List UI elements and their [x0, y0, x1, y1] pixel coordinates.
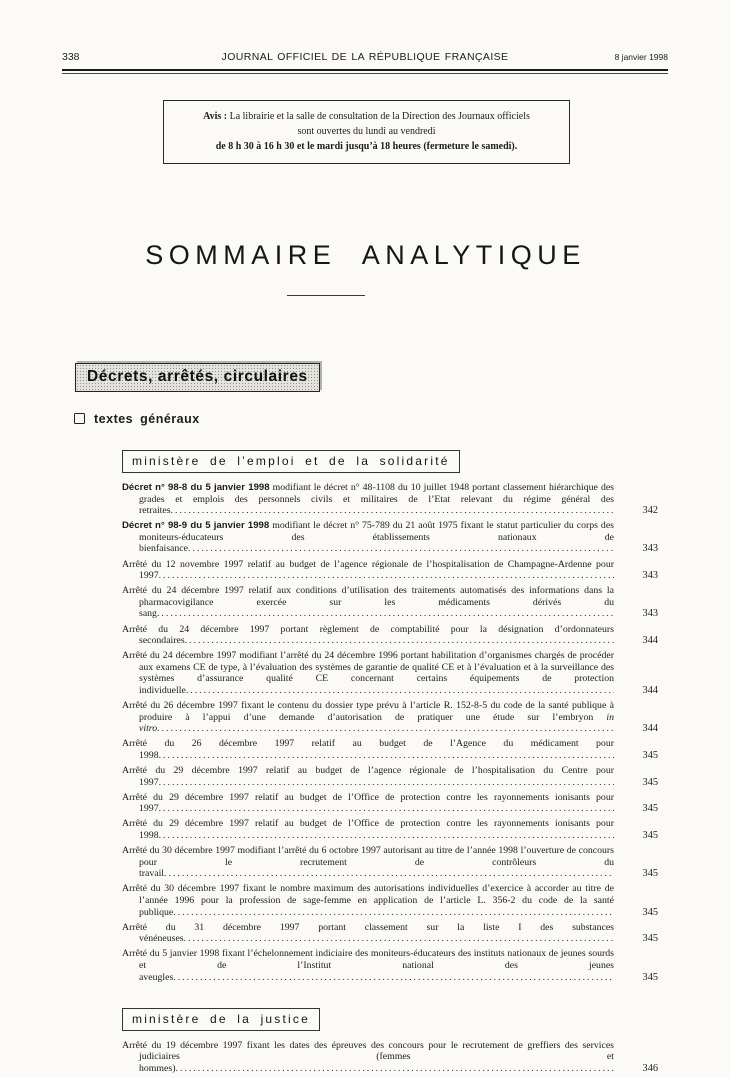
entry-page-number: 345: [642, 749, 658, 761]
dot-leader: [157, 723, 614, 734]
dot-leader: [175, 1063, 614, 1074]
dot-leader: [185, 635, 614, 646]
dot-leader: [173, 972, 614, 983]
entry-page-number: 344: [642, 723, 658, 735]
toc-entry: [122, 922, 658, 945]
toc-entry: [122, 1040, 658, 1075]
entry-page-number: 346: [642, 1062, 658, 1074]
entry-page-number: 345: [642, 830, 658, 842]
dot-leader: [186, 685, 614, 696]
entry-page-number: 343: [642, 570, 658, 582]
subsection-heading: [74, 412, 200, 426]
entry-page-number: 345: [642, 776, 658, 788]
entry-text: Arrêté du 30 décembre 1997 fixant le nombre maximum des autorisations individuelles d’exercice à accorder au titre de l’année 1996 pour la profession de sage-femme en application de l’article L. 356-2 du code de la santé publique: [122, 883, 614, 918]
entry-page-number: 345: [642, 868, 658, 880]
toc-entry: [122, 650, 658, 696]
entry-text: Arrêté du 26 décembre 1997 fixant le contenu du dossier type prévu à l’article R. 152-8-5 du code de la santé publique à produire à l’appui d’une demande d’autorisation de pratiquer une étude sur l’embryon: [122, 700, 614, 723]
entry-lead: Décret n° 98-8 du 5 janvier 1998: [122, 482, 270, 493]
entry-italic: in vitro: [139, 711, 614, 735]
dot-leader: [159, 803, 614, 814]
toc-entry: [122, 624, 658, 647]
notice-line-3: de 8 h 30 à 16 h 30 et le mardi jusqu’à 18 heures (fermeture le samedi).: [215, 141, 518, 152]
entry-page-number: 342: [642, 505, 658, 517]
notice-label: Avis :: [203, 111, 228, 122]
dot-leader: [164, 868, 614, 879]
entry-page-number: 345: [642, 906, 658, 918]
ministry-heading-justice: ministère de la justice: [122, 1008, 320, 1031]
entry-text: modifiant le décret n° 75-789 du 21 août 1975 fixant le statut particulier du corps des moniteurs-éducateurs des établissements nationaux de bienfaisance: [139, 520, 614, 555]
entry-page-number: 343: [642, 543, 658, 555]
dot-leader: [159, 777, 614, 788]
entry-text: Arrêté du 29 décembre 1997 relatif au budget de l’Office de protection contre les rayonnements ionisants pour 1998: [122, 818, 614, 842]
entry-text: Arrêté du 31 décembre 1997 portant classement sur la liste I des substances vénéneuses: [122, 921, 614, 945]
dot-leader: [184, 933, 614, 944]
toc-entry: [122, 818, 658, 841]
entry-text: Arrêté du 5 janvier 1998 fixant l’échelonnement indiciaire des moniteurs-éducateurs des instituts nationaux de jeunes sourds et de l’Institut national des jeunes aveugles: [122, 948, 614, 983]
issue-date: 8 janvier 1998: [614, 52, 668, 62]
entry-text: Arrêté du 26 décembre 1997 relatif au budget de l’Agence du médicament pour 1998: [122, 738, 614, 761]
entry-text: Arrêté du 30 décembre 1997 modifiant l’arrêté du 6 octobre 1997 autorisant au titre de l’année 1998 l’ouverture de concours pour le recrutement de contrôleurs du travail: [122, 845, 614, 880]
toc-entry: [122, 883, 658, 918]
dot-leader: [159, 570, 614, 581]
entry-text: modifiant le décret n° 48-1108 du 10 juillet 1948 portant classement hiérarchique des grades et emplois des personnels civils et militaires de l’Etat relevant du régime général des retraites: [139, 482, 614, 517]
entry-text: Arrêté du 24 décembre 1997 portant règlement de comptabilité pour la désignation d’ordonnateurs secondaires: [122, 623, 614, 647]
toc-entry: [122, 520, 658, 555]
square-bullet-icon: [74, 413, 85, 424]
section-banner: Décrets, arrêtés, circulaires: [75, 363, 320, 392]
entry-text: Arrêté du 12 novembre 1997 relatif au budget de l’agence régionale de l’hospitalisation de Champagne-Ardenne pour 1997: [122, 558, 614, 582]
entry-page-number: 345: [642, 933, 658, 945]
toc-entry: [122, 792, 658, 815]
toc-entry: [122, 845, 658, 880]
entry-text: Arrêté du 29 décembre 1997 relatif au budget de l’agence régionale de l’hospitalisation du Centre pour 1997: [122, 765, 614, 788]
toc-entry: [122, 559, 658, 582]
table-of-contents: [122, 450, 658, 1078]
entry-text: Arrêté du 24 décembre 1997 relatif aux conditions d’utilisation des traitements automatisés des informations dans la pharmacovigilance exercée sur les médicaments dérivés du sang: [122, 585, 614, 620]
notice-box: [163, 100, 570, 164]
toc-entry: [122, 700, 658, 735]
journal-title: JOURNAL OFFICIEL DE LA RÉPUBLIQUE FRANÇAISE: [221, 51, 509, 63]
entry-text: Arrêté du 29 décembre 1997 relatif au budget de l’Office de protection contre les rayonnements ionisants pour 1997: [122, 791, 614, 815]
title-divider: [287, 295, 365, 296]
entry-page-number: 344: [642, 685, 658, 696]
entry-page-number: 343: [642, 608, 658, 620]
toc-entry: [122, 738, 658, 761]
entry-page-number: 344: [642, 635, 658, 647]
page-title: SOMMAIRE ANALYTIQUE: [145, 240, 586, 270]
subsection-label: textes généraux: [94, 412, 200, 426]
page-header: [62, 51, 668, 63]
dot-leader: [157, 608, 614, 619]
notice-line-1: Avis : La librairie et la salle de consultation de la Direction des Journaux officiels: [203, 111, 530, 122]
toc-entry: [122, 585, 658, 620]
ministry-heading-emploi: ministère de l’emploi et de la solidarité: [122, 450, 460, 473]
toc-entry: [122, 482, 658, 517]
dot-leader: [173, 907, 614, 918]
toc-entry: [122, 948, 658, 983]
entry-text: Arrêté du 19 décembre 1997 fixant les dates des épreuves des concours pour le recrutement de greffiers des services judiciaires (femmes et hommes): [122, 1039, 614, 1074]
entry-page-number: 345: [642, 971, 658, 983]
dot-leader: [188, 543, 614, 554]
header-rule: [62, 69, 668, 74]
dot-leader: [159, 750, 614, 761]
notice-line-2: sont ouvertes du lundi au vendredi: [297, 126, 436, 137]
entry-text: Arrêté du 24 décembre 1997 modifiant l’arrêté du 24 décembre 1996 portant habilitation d’organismes chargés de procéder aux examens CE de type, à l’évaluation des systèmes de garantie de qualité CE et à l’évaluation et à la surveillance des systèmes d’assurance qualité CE concernant certains équipements de protection individuelle: [122, 650, 614, 696]
toc-entry: [122, 765, 658, 788]
dot-leader: [159, 830, 614, 841]
dot-leader: [171, 505, 614, 516]
entry-lead: Décret n° 98-9 du 5 janvier 1998: [122, 520, 270, 532]
entry-page-number: 345: [642, 803, 658, 815]
folio-number: 338: [62, 51, 80, 63]
